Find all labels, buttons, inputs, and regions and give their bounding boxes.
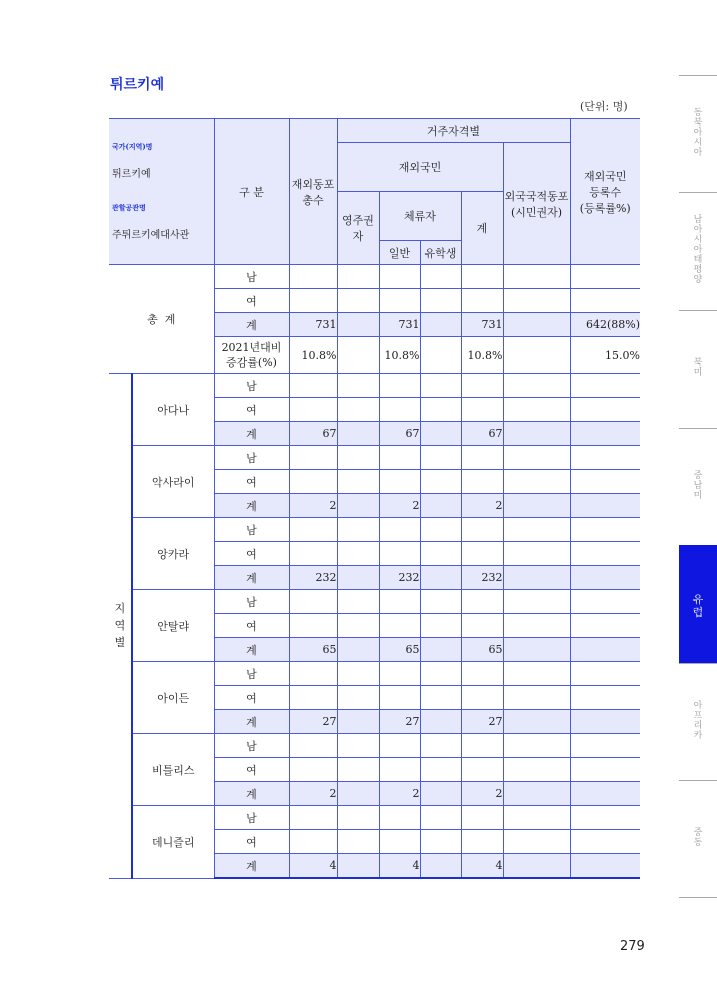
cell-perm <box>337 614 379 638</box>
cell-perm <box>337 710 379 734</box>
cell-gen <box>379 734 420 758</box>
cell-stu <box>420 446 461 470</box>
cell-foreign <box>503 313 570 337</box>
cell-perm <box>337 806 379 830</box>
cell-foreign <box>503 265 570 289</box>
region-name: 악사라이 <box>132 446 214 518</box>
office-label: 관할공관명 <box>112 203 146 212</box>
cell-stu <box>420 662 461 686</box>
change-rate-label: 2021년대비 증감률(%) <box>214 337 289 374</box>
header-category: 구 분 <box>214 119 289 265</box>
cell-gen: 27 <box>379 710 420 734</box>
cell-sub <box>461 830 503 854</box>
cell-reg <box>570 590 640 614</box>
cell-sub <box>461 806 503 830</box>
cell-total <box>289 446 337 470</box>
office-name: 주튀르키예대사관 <box>112 230 190 241</box>
cell-gen <box>379 806 420 830</box>
cell-sub <box>461 470 503 494</box>
cell-sub <box>461 662 503 686</box>
gender-label: 계 <box>214 854 289 879</box>
cell-sub: 4 <box>461 854 503 879</box>
cell-gen <box>379 446 420 470</box>
cell-foreign <box>503 758 570 782</box>
cell-sub: 65 <box>461 638 503 662</box>
cell-perm <box>337 638 379 662</box>
cell-foreign <box>503 398 570 422</box>
cell-foreign <box>503 542 570 566</box>
cell-gen: 731 <box>379 313 420 337</box>
cell-reg <box>570 470 640 494</box>
cell-perm <box>337 590 379 614</box>
cell-gen <box>379 374 420 398</box>
cell-gen: 2 <box>379 782 420 806</box>
cell-perm <box>337 734 379 758</box>
cell-stu <box>420 710 461 734</box>
side-tab[interactable]: 중 동 <box>693 828 703 848</box>
table-row <box>109 662 640 686</box>
cell-foreign <box>503 446 570 470</box>
cell-total <box>289 265 337 289</box>
cell-foreign <box>503 830 570 854</box>
gender-label: 계 <box>214 494 289 518</box>
gender-label: 여 <box>214 830 289 854</box>
cell-sub <box>461 686 503 710</box>
cell-gen <box>379 590 420 614</box>
cell-reg <box>570 734 640 758</box>
cell-foreign <box>503 518 570 542</box>
side-divider <box>679 310 717 311</box>
cell-total <box>289 542 337 566</box>
side-divider <box>679 428 717 429</box>
cell-gen: 2 <box>379 494 420 518</box>
gender-label: 남 <box>214 734 289 758</box>
header-registered: 재외국민 등록수 (등록률%) <box>570 119 640 265</box>
cell-perm <box>337 830 379 854</box>
cell-sub <box>461 374 503 398</box>
cell-sub: 10.8% <box>461 337 503 374</box>
gender-label: 계 <box>214 782 289 806</box>
cell-stu <box>420 470 461 494</box>
cell-total <box>289 806 337 830</box>
cell-total <box>289 686 337 710</box>
cell-sub <box>461 265 503 289</box>
gender-label: 계 <box>214 566 289 590</box>
header-permanent: 영주권자 <box>337 192 379 265</box>
cell-perm <box>337 446 379 470</box>
cell-total: 10.8% <box>289 337 337 374</box>
cell-sub: 2 <box>461 782 503 806</box>
cell-foreign <box>503 782 570 806</box>
cell-total: 67 <box>289 422 337 446</box>
cell-foreign <box>503 614 570 638</box>
cell-foreign <box>503 470 570 494</box>
cell-gen <box>379 470 420 494</box>
cell-gen <box>379 758 420 782</box>
header-foreign-nationals: 외국국적동포 (시민권자) <box>503 143 570 265</box>
gender-label: 계 <box>214 710 289 734</box>
page-number: 279 <box>620 939 645 954</box>
cell-total <box>289 374 337 398</box>
page-title: 튀르키예 <box>110 77 165 93</box>
cell-reg <box>570 830 640 854</box>
cell-perm <box>337 313 379 337</box>
table-row <box>109 374 640 398</box>
cell-sub <box>461 398 503 422</box>
cell-gen <box>379 662 420 686</box>
cell-sub <box>461 542 503 566</box>
gender-label: 계 <box>214 313 289 337</box>
cell-stu <box>420 398 461 422</box>
side-tab[interactable]: 동 북 아 시 아 <box>693 108 703 158</box>
cell-foreign <box>503 289 570 313</box>
cell-reg <box>570 758 640 782</box>
cell-foreign <box>503 806 570 830</box>
cell-gen <box>379 398 420 422</box>
gender-label: 여 <box>214 470 289 494</box>
total-label: 총 계 <box>109 265 214 374</box>
cell-gen <box>379 830 420 854</box>
cell-gen: 232 <box>379 566 420 590</box>
cell-total <box>289 289 337 313</box>
header-total-overseas: 재외동포 총수 <box>289 119 337 265</box>
cell-sub <box>461 614 503 638</box>
cell-perm <box>337 758 379 782</box>
side-tab[interactable]: 아 프 리 카 <box>693 701 703 741</box>
cell-gen: 4 <box>379 854 420 879</box>
cell-perm <box>337 542 379 566</box>
gender-label: 남 <box>214 518 289 542</box>
gender-label: 여 <box>214 289 289 313</box>
table-row <box>109 518 640 542</box>
cell-gen <box>379 265 420 289</box>
cell-stu <box>420 782 461 806</box>
cell-stu <box>420 422 461 446</box>
gender-label: 남 <box>214 374 289 398</box>
cell-stu <box>420 542 461 566</box>
cell-stu <box>420 518 461 542</box>
cell-reg <box>570 518 640 542</box>
cell-perm <box>337 566 379 590</box>
cell-gen <box>379 686 420 710</box>
cell-foreign <box>503 590 570 614</box>
cell-sub <box>461 734 503 758</box>
cell-perm <box>337 422 379 446</box>
gender-label: 남 <box>214 590 289 614</box>
side-tab[interactable]: 남 아 시 아 태 평 양 <box>693 215 703 285</box>
country-info-cell <box>109 119 214 265</box>
gender-label: 계 <box>214 422 289 446</box>
cell-stu <box>420 337 461 374</box>
table-row <box>109 590 640 614</box>
cell-total: 2 <box>289 782 337 806</box>
cell-reg <box>570 446 640 470</box>
side-divider <box>679 192 717 193</box>
cell-stu <box>420 686 461 710</box>
header-residence-status: 거주자격별 <box>337 119 570 143</box>
side-tab-label: 유 럽 <box>692 593 704 619</box>
cell-total <box>289 734 337 758</box>
gender-label: 여 <box>214 686 289 710</box>
cell-gen <box>379 614 420 638</box>
cell-foreign <box>503 710 570 734</box>
cell-sub <box>461 289 503 313</box>
table-row <box>109 265 640 289</box>
cell-foreign <box>503 494 570 518</box>
cell-gen <box>379 518 420 542</box>
header-sojourner: 체류자 <box>379 192 461 241</box>
cell-reg <box>570 614 640 638</box>
cell-gen: 65 <box>379 638 420 662</box>
table-row <box>109 734 640 758</box>
cell-total: 731 <box>289 313 337 337</box>
cell-sub <box>461 518 503 542</box>
side-tab-europe[interactable] <box>679 545 717 663</box>
cell-reg: 15.0% <box>570 337 640 374</box>
cell-total <box>289 758 337 782</box>
cell-reg <box>570 289 640 313</box>
region-name: 아다나 <box>132 374 214 446</box>
cell-total <box>289 662 337 686</box>
gender-label: 여 <box>214 398 289 422</box>
cell-perm <box>337 289 379 313</box>
cell-stu <box>420 806 461 830</box>
cell-reg <box>570 422 640 446</box>
cell-reg <box>570 566 640 590</box>
cell-reg <box>570 782 640 806</box>
gender-label: 여 <box>214 614 289 638</box>
cell-perm <box>337 337 379 374</box>
cell-reg <box>570 265 640 289</box>
region-name: 데니즐리 <box>132 806 214 879</box>
cell-sub: 27 <box>461 710 503 734</box>
cell-perm <box>337 265 379 289</box>
cell-gen <box>379 289 420 313</box>
side-divider <box>679 897 717 898</box>
cell-reg <box>570 542 640 566</box>
cell-total <box>289 518 337 542</box>
header-subtotal: 계 <box>461 192 503 265</box>
cell-reg <box>570 710 640 734</box>
cell-total <box>289 590 337 614</box>
cell-stu <box>420 854 461 879</box>
cell-stu <box>420 830 461 854</box>
country-name: 튀르키예 <box>112 169 151 180</box>
cell-sub: 232 <box>461 566 503 590</box>
cell-sub <box>461 758 503 782</box>
cell-stu <box>420 590 461 614</box>
side-divider <box>679 75 717 76</box>
cell-stu <box>420 758 461 782</box>
gender-label: 남 <box>214 662 289 686</box>
cell-perm <box>337 398 379 422</box>
cell-foreign <box>503 374 570 398</box>
cell-gen: 67 <box>379 422 420 446</box>
cell-stu <box>420 566 461 590</box>
cell-foreign <box>503 734 570 758</box>
cell-reg: 642(88%) <box>570 313 640 337</box>
cell-total: 27 <box>289 710 337 734</box>
cell-reg <box>570 398 640 422</box>
cell-reg <box>570 638 640 662</box>
header-student: 유학생 <box>420 241 461 265</box>
cell-sub <box>461 446 503 470</box>
cell-stu <box>420 374 461 398</box>
table-row <box>109 806 640 830</box>
cell-stu <box>420 614 461 638</box>
cell-sub: 731 <box>461 313 503 337</box>
cell-total: 2 <box>289 494 337 518</box>
cell-foreign <box>503 422 570 446</box>
cell-gen <box>379 542 420 566</box>
cell-gen: 10.8% <box>379 337 420 374</box>
cell-sub <box>461 590 503 614</box>
side-tab[interactable]: 중 남 미 <box>693 471 703 501</box>
gender-label: 여 <box>214 542 289 566</box>
cell-perm <box>337 686 379 710</box>
gender-label: 남 <box>214 446 289 470</box>
cell-stu <box>420 638 461 662</box>
cell-foreign <box>503 337 570 374</box>
cell-total: 65 <box>289 638 337 662</box>
cell-total <box>289 614 337 638</box>
header-general: 일반 <box>379 241 420 265</box>
cell-reg <box>570 686 640 710</box>
region-name: 비틀리스 <box>132 734 214 806</box>
region-name: 아이든 <box>132 662 214 734</box>
cell-foreign <box>503 638 570 662</box>
region-name: 앙카라 <box>132 518 214 590</box>
cell-reg <box>570 662 640 686</box>
cell-perm <box>337 782 379 806</box>
cell-sub: 2 <box>461 494 503 518</box>
cell-sub: 67 <box>461 422 503 446</box>
cell-foreign <box>503 566 570 590</box>
cell-foreign <box>503 686 570 710</box>
cell-reg <box>570 806 640 830</box>
cell-total: 232 <box>289 566 337 590</box>
cell-foreign <box>503 662 570 686</box>
cell-perm <box>337 854 379 879</box>
cell-total <box>289 398 337 422</box>
unit-label: (단위: 명) <box>580 100 628 113</box>
side-tab[interactable]: 북 미 <box>693 358 703 378</box>
cell-foreign <box>503 854 570 879</box>
cell-stu <box>420 494 461 518</box>
cell-stu <box>420 265 461 289</box>
table-row <box>109 446 640 470</box>
cell-total <box>289 830 337 854</box>
region-group-label: 지 역 별 <box>109 374 132 879</box>
gender-label: 남 <box>214 265 289 289</box>
statistics-table <box>109 118 640 879</box>
cell-total: 4 <box>289 854 337 879</box>
header-korean-nationals: 재외국민 <box>337 143 503 192</box>
cell-stu <box>420 313 461 337</box>
cell-reg <box>570 494 640 518</box>
gender-label: 여 <box>214 758 289 782</box>
gender-label: 계 <box>214 638 289 662</box>
cell-perm <box>337 470 379 494</box>
gender-label: 남 <box>214 806 289 830</box>
country-label: 국가(지역)명 <box>112 142 153 151</box>
side-divider <box>679 663 717 664</box>
cell-total <box>289 470 337 494</box>
cell-reg <box>570 374 640 398</box>
side-divider <box>679 780 717 781</box>
cell-perm <box>337 518 379 542</box>
cell-stu <box>420 734 461 758</box>
region-name: 안탈랴 <box>132 590 214 662</box>
cell-perm <box>337 662 379 686</box>
cell-reg <box>570 854 640 879</box>
cell-stu <box>420 289 461 313</box>
cell-perm <box>337 374 379 398</box>
cell-perm <box>337 494 379 518</box>
